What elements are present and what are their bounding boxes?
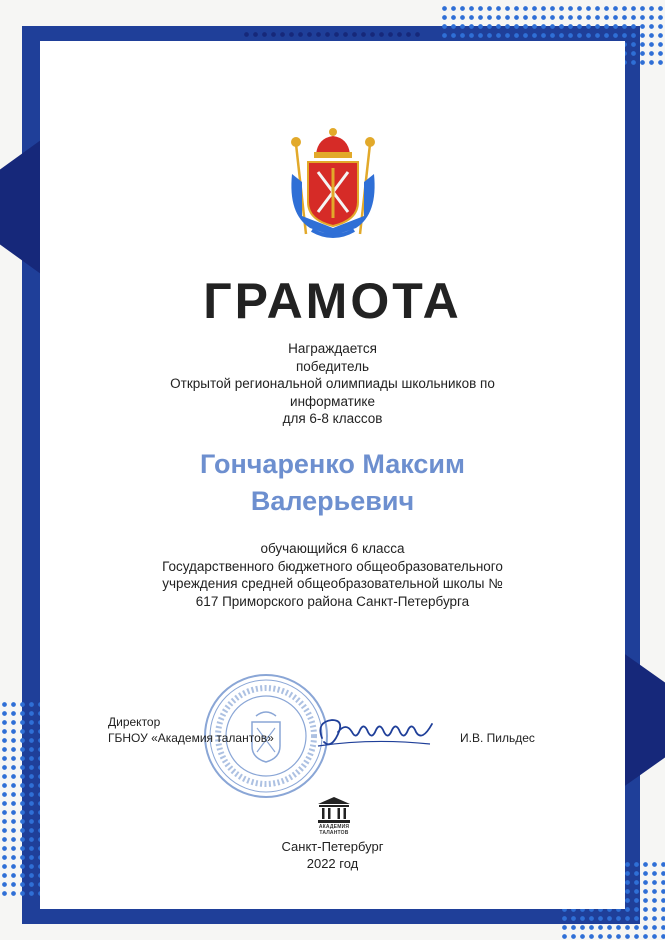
signatory-name: И.В. Пильдес <box>460 731 535 745</box>
signatory-position-line: Директор <box>108 715 161 729</box>
academy-logo-caption: АКАДЕМИЯ ТАЛАНТОВ <box>318 824 350 836</box>
recipient-name <box>40 446 625 520</box>
award-line: победитель <box>295 358 370 374</box>
award-line: Открытой региональной олимпиады школьников по <box>170 376 495 391</box>
student-info-line: Государственного бюджетного общеобразовательного <box>162 558 503 574</box>
academy-logo-icon <box>316 796 352 824</box>
signatory-position <box>108 714 274 746</box>
student-info-line: обучающийся 6 класса <box>260 541 405 556</box>
place: Санкт-Петербург <box>281 839 384 854</box>
year: 2022 год <box>306 856 359 871</box>
student-info-line: учреждения средней общеобразовательной школы № <box>162 576 503 591</box>
signature <box>312 708 438 754</box>
award-line: Награждается <box>288 341 377 356</box>
student-info <box>40 540 625 610</box>
recipient-name-line: Гончаренко Максим <box>199 449 465 479</box>
award-line: информатике <box>290 393 375 409</box>
certificate-title: ГРАМОТА <box>203 273 462 329</box>
coat-of-arms-emblem <box>282 124 384 242</box>
signatory-position-line: ГБНОУ «Академия талантов» <box>108 731 274 745</box>
award-description <box>40 340 625 428</box>
recipient-name-line: Валерьевич <box>250 486 415 516</box>
certificate-footer <box>40 838 625 872</box>
student-info-line: 617 Приморского района Санкт-Петербурга <box>195 593 470 609</box>
award-line: для 6-8 классов <box>282 411 383 426</box>
